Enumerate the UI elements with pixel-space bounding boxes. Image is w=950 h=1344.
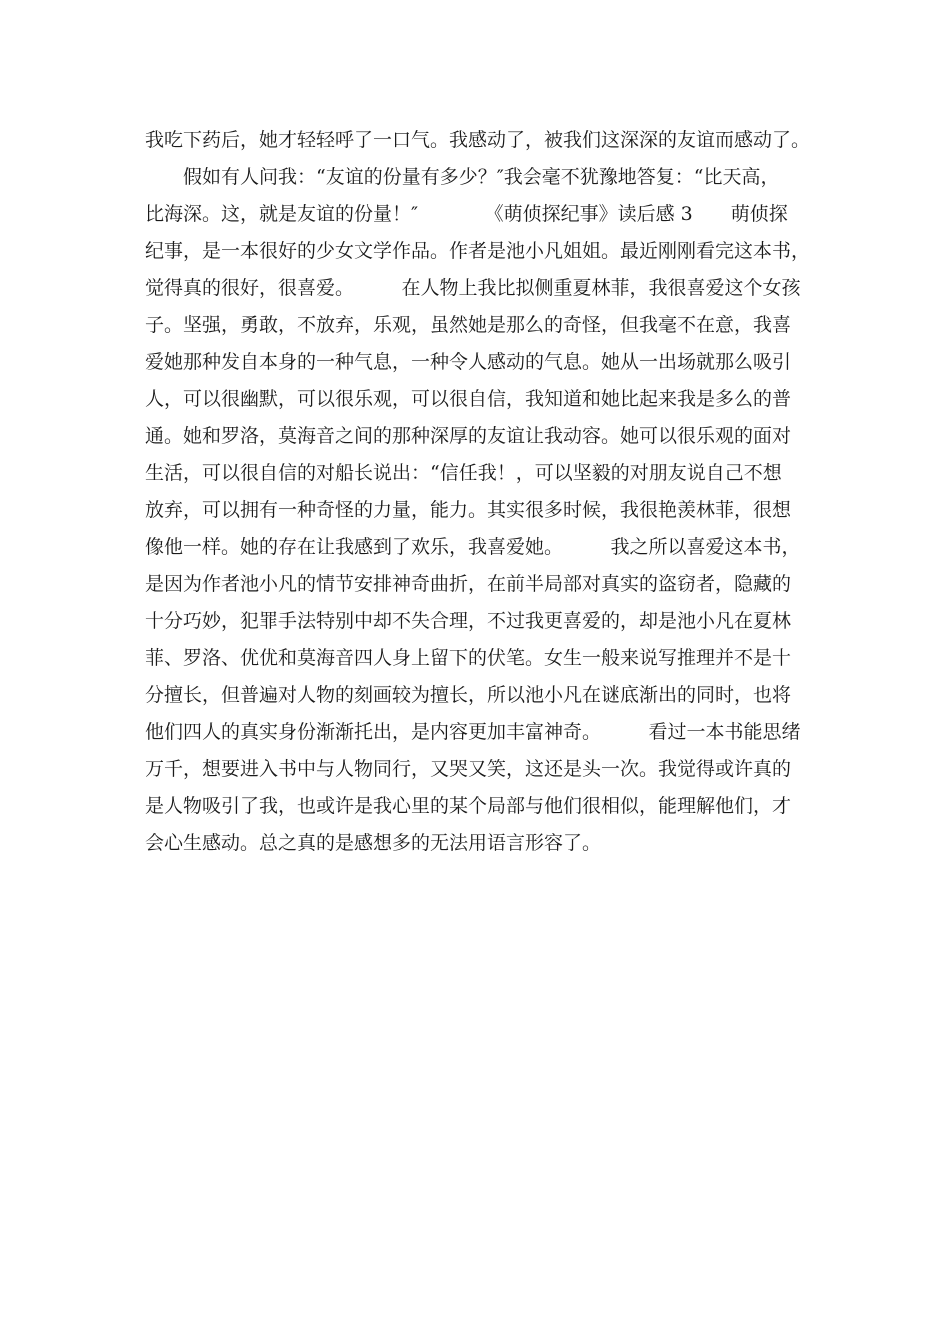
text-line: 分擅长，但普遍对人物的刻画较为擅长，所以池小凡在谜底渐出的同时，也将 [145, 684, 792, 706]
body-text [145, 122, 825, 862]
text-line: 假如有人问我：“友谊的份量有多少？″我会毫不犹豫地答复：“比天高， [145, 166, 780, 188]
text-line: 子。坚强，勇敢，不放弃，乐观，虽然她是那么的奇怪，但我毫不在意，我喜 [145, 314, 792, 336]
text-line: 菲、罗洛、优优和莫海音四人身上留下的伏笔。女生一般来说写推理并不是十 [145, 647, 792, 669]
text-line: 是因为作者池小凡的情节安排神奇曲折，在前半局部对真实的盗窃者，隐藏的 [145, 573, 792, 595]
text-line: 纪事，是一本很好的少女文学作品。作者是池小凡姐姐。最近刚刚看完这本书， [145, 240, 811, 262]
text-line: 人，可以很幽默，可以很乐观，可以很自信，我知道和她比起来我是多么的普 [145, 388, 792, 410]
text-line: 我吃下药后，她才轻轻呼了一口气。我感动了，被我们这深深的友谊而感动了。 [145, 129, 811, 151]
text-line: 是人物吸引了我，也或许是我心里的某个局部与他们很相似，能理解他们，才 [145, 795, 792, 817]
text-line: 生活，可以很自信的对船长说出：“信任我！，可以坚毅的对朋友说自己不想 [145, 462, 782, 484]
text-line: 像他一样。她的存在让我感到了欢乐，我喜爱她。 我之所以喜爱这本书， [145, 536, 801, 558]
text-line: 通。她和罗洛，莫海音之间的那种深厚的友谊让我动容。她可以很乐观的面对 [145, 425, 792, 447]
text-line: 他们四人的真实身份渐渐托出，是内容更加丰富神奇。 看过一本书能思绪 [145, 721, 801, 743]
text-line: 万千，想要进入书中与人物同行，又哭又笑，这还是头一次。我觉得或许真的 [145, 758, 792, 780]
text-line: 比海深。这，就是友谊的份量！″ 《萌侦探纪事》读后感 3 萌侦探 [145, 203, 788, 225]
text-line: 爱她那种发自本身的一种气息，一种令人感动的气息。她从一出场就那么吸引 [145, 351, 792, 373]
text-line: 会心生感动。总之真的是感想多的无法用语言形容了。 [145, 832, 602, 854]
text-line: 十分巧妙，犯罪手法特别中却不失合理，不过我更喜爱的，却是池小凡在夏林 [145, 610, 792, 632]
text-line: 放弃，可以拥有一种奇怪的力量，能力。其实很多时候，我很艳羡林菲，很想 [145, 499, 792, 521]
text-line: 觉得真的很好，很喜爱。 在人物上我比拟侧重夏林菲，我很喜爱这个女孩 [145, 277, 801, 299]
